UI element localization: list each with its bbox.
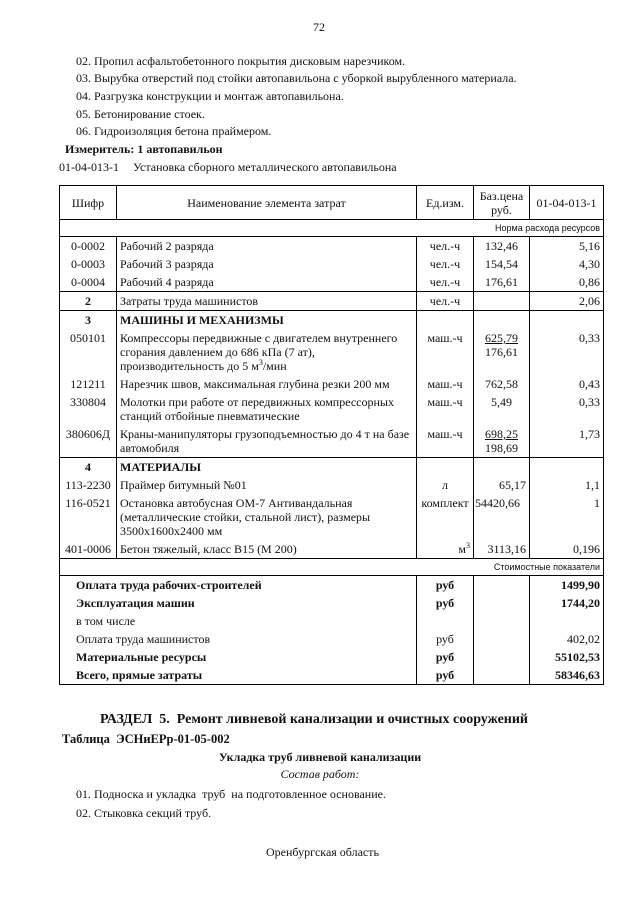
measure-unit: Измеритель: 1 автопавильон — [65, 142, 223, 156]
row-value: 1,73 — [530, 425, 604, 458]
row-price: 762,58 — [474, 375, 530, 393]
row-unit: маш.-ч — [417, 375, 474, 393]
row-value: 5,16 — [530, 237, 604, 256]
row-price: 65,17 — [474, 476, 530, 494]
row-code: 050101 — [60, 329, 117, 375]
row-name: Рабочий 3 разряда — [117, 255, 417, 273]
summary-row — [60, 666, 604, 685]
summary-label: Эксплуатация машин — [60, 594, 417, 612]
row-price: 5,49 — [474, 393, 530, 425]
header-name: Наименование элемента затрат — [117, 186, 417, 220]
resource-norms-table — [59, 185, 604, 685]
summary-row — [60, 648, 604, 666]
row-code: 4 — [60, 458, 117, 477]
row-name: МАШИНЫ И МЕХАНИЗМЫ — [117, 311, 417, 330]
summary-value: 1744,20 — [530, 594, 604, 612]
row-price-secondary: 176,61 — [485, 345, 518, 359]
row-value: 0,43 — [530, 375, 604, 393]
perf-label: Стоимостные показатели — [60, 559, 604, 576]
row-price-cell — [474, 329, 530, 375]
composition-label: Состав работ: — [280, 767, 360, 781]
row-value: 0,196 — [530, 540, 604, 559]
header-code: Шифр — [60, 186, 117, 220]
summary-unit: руб — [417, 630, 474, 648]
row-unit — [417, 458, 474, 477]
table-row — [60, 237, 604, 256]
row-price: 54420,66 — [474, 494, 530, 540]
header-price-line1: Баз.цена — [479, 188, 524, 203]
row-name: Праймер битумный №01 — [117, 476, 417, 494]
row-unit: маш.-ч — [417, 393, 474, 425]
summary-row — [60, 630, 604, 648]
table-row — [60, 273, 604, 292]
row-value: 0,33 — [530, 393, 604, 425]
row-unit: чел.-ч — [417, 237, 474, 256]
row-name: Рабочий 2 разряда — [117, 237, 417, 256]
row-value — [530, 458, 604, 477]
work-item: 04. Разгрузка конструкции и монтаж автопавильона. — [76, 89, 344, 103]
row-value: 4,30 — [530, 255, 604, 273]
row-value: 2,06 — [530, 292, 604, 311]
work-item: 03. Вырубка отверстий под стойки автопавильона с уборкой вырубленного материала. — [76, 71, 517, 85]
row-value: 0,86 — [530, 273, 604, 292]
row-name: Краны-манипуляторы грузоподъемностью до 4 т на базе автомобиля — [117, 425, 417, 458]
row-price: 176,61 — [474, 273, 530, 292]
page-number: 72 — [313, 20, 325, 34]
perf-label-row — [60, 559, 604, 576]
subtitle: Укладка труб ливневой канализации — [218, 750, 422, 764]
summary-unit: руб — [417, 576, 474, 595]
row-price — [474, 458, 530, 477]
row-code: 0-0004 — [60, 273, 117, 292]
row-price: 132,46 — [474, 237, 530, 256]
row-name: Затраты труда машинистов — [117, 292, 417, 311]
summary-value: 55102,53 — [530, 648, 604, 666]
norm-label: Норма расхода ресурсов — [60, 220, 604, 237]
row-name: МАТЕРИАЛЫ — [117, 458, 417, 477]
row-name: Остановка автобусная ОМ-7 Антивандальная (металлические стойки, стальной лист), размеры 3500х1600х2400 мм — [117, 494, 417, 540]
row-price: 625,79 — [485, 331, 518, 345]
header-price-line2: руб. — [491, 202, 512, 217]
row-unit-cell — [417, 540, 474, 559]
table-row — [60, 292, 604, 311]
superscript-3: 3 — [466, 541, 470, 550]
row-price: 698,25 — [485, 427, 518, 441]
row-code: 2 — [60, 292, 117, 311]
row-code: 113-2230 — [60, 476, 117, 494]
row-name: Нарезчик швов, максимальная глубина резки 200 мм — [117, 375, 417, 393]
row-code: 0-0002 — [60, 237, 117, 256]
header-price — [474, 186, 530, 220]
header-norm: 01-04-013-1 — [530, 186, 604, 220]
summary-value: 1499,90 — [530, 576, 604, 595]
row-name: Рабочий 4 разряда — [117, 273, 417, 292]
row-unit — [417, 311, 474, 330]
table-row — [60, 425, 604, 458]
summary-row — [60, 576, 604, 595]
row-price-secondary: 198,69 — [485, 441, 518, 455]
summary-label: Материальные ресурсы — [60, 648, 417, 666]
row-unit: л — [417, 476, 474, 494]
summary-label: Всего, прямые затраты — [60, 666, 417, 685]
table-row — [60, 393, 604, 425]
row-unit: маш.-ч — [417, 425, 474, 458]
summary-label: Оплата труда машинистов — [60, 630, 417, 648]
table-row — [60, 329, 604, 375]
row-unit: маш.-ч — [417, 329, 474, 375]
work-item: 05. Бетонирование стоек. — [76, 107, 205, 121]
row-code: 401-0006 — [60, 540, 117, 559]
row-price — [474, 311, 530, 330]
work-item: 01. Подноска и укладка труб на подготовленное основание. — [76, 787, 386, 801]
row-code: 116-0521 — [60, 494, 117, 540]
row-name-cell: Компрессоры передвижные с двигателем внутреннего сгорания давлением до 686 кПа (7 ат), производительность до 5 $м^3$/мин — [117, 329, 417, 375]
summary-row — [60, 594, 604, 612]
row-value — [530, 311, 604, 330]
row-name: Молотки при работе от передвижных компрессорных станций отбойные пневматические — [117, 393, 417, 425]
footer-region: Оренбургская область — [266, 845, 379, 859]
section-title: РАЗДЕЛ 5. Ремонт ливневой канализации и очистных сооружений — [100, 712, 528, 727]
row-code: 380606Д — [60, 425, 117, 458]
summary-label: Оплата труда рабочих-строителей — [60, 576, 417, 595]
row-price — [474, 292, 530, 311]
row-value: 0,33 — [530, 329, 604, 375]
row-code: 121211 — [60, 375, 117, 393]
table-row — [60, 311, 604, 330]
summary-value: 58346,63 — [530, 666, 604, 685]
row-name: Бетон тяжелый, класс В15 (М 200) — [117, 540, 417, 559]
norm-label-row — [60, 220, 604, 237]
table-row — [60, 375, 604, 393]
row-unit: м — [458, 542, 466, 556]
table-row — [60, 494, 604, 540]
table-row — [60, 255, 604, 273]
row-price-cell — [474, 425, 530, 458]
summary-value: 402,02 — [530, 630, 604, 648]
norm-code: 01-04-013-1 — [59, 160, 119, 174]
row-unit: чел.-ч — [417, 292, 474, 311]
summary-unit: руб — [417, 648, 474, 666]
work-item: 02. Стыковка секций труб. — [76, 806, 212, 820]
summary-unit: руб — [417, 594, 474, 612]
summary-label: в том числе — [60, 612, 417, 630]
summary-value — [530, 612, 604, 630]
work-item: 06. Гидроизоляция бетона праймером. — [76, 124, 272, 138]
table-row — [60, 458, 604, 477]
header-unit: Ед.изм. — [417, 186, 474, 220]
row-value: 1,1 — [530, 476, 604, 494]
row-code: 0-0003 — [60, 255, 117, 273]
summary-unit — [417, 612, 474, 630]
table-header-row — [60, 186, 604, 220]
work-item: 02. Пропил асфальтобетонного покрытия дисковым нарезчиком. — [76, 54, 406, 68]
row-code: 3 — [60, 311, 117, 330]
row-code: 330804 — [60, 393, 117, 425]
table-label: Таблица ЭСНиЕРр-01-05-002 — [62, 732, 230, 746]
row-price: 154,54 — [474, 255, 530, 273]
row-value: 1 — [530, 494, 604, 540]
row-price: 3113,16 — [474, 540, 530, 559]
row-unit: комплект — [417, 494, 474, 540]
row-unit: чел.-ч — [417, 273, 474, 292]
summary-unit: руб — [417, 666, 474, 685]
summary-row — [60, 612, 604, 630]
table-row — [60, 540, 604, 559]
row-unit: чел.-ч — [417, 255, 474, 273]
superscript-3: 3 — [258, 358, 263, 367]
norm-title: Установка сборного металлического автопавильона — [133, 160, 397, 174]
table-row — [60, 476, 604, 494]
row-name: Компрессоры передвижные с двигателем внутреннего сгорания давлением до 686 кПа (7 ат), производительность до 5 м — [120, 331, 398, 373]
